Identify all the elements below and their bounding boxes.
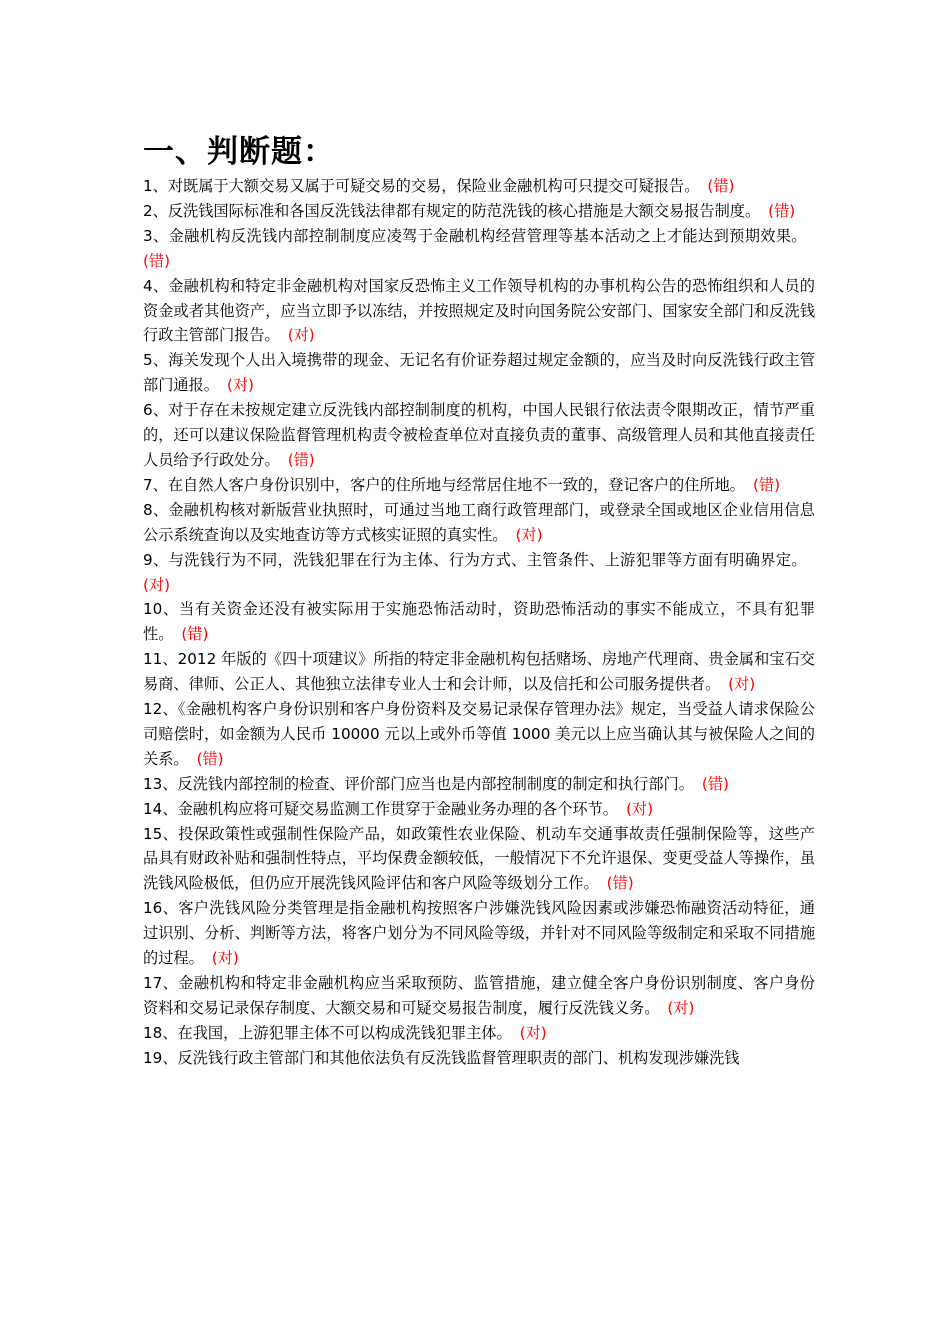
question-item xyxy=(143,647,815,697)
question-text: 6、对于存在未按规定建立反洗钱内部控制制度的机构，中国人民银行依法责令限期改正，情节严重的，还可以建议保险监督管理机构责令被检查单位对直接负责的董事、高级管理人员和其他直接责任人员给予行政处分。 xyxy=(143,401,815,469)
question-item xyxy=(143,274,815,349)
question-item xyxy=(143,1021,815,1046)
question-item xyxy=(143,1046,815,1071)
answer-mark: (对) xyxy=(667,998,695,1017)
question-text: 16、客户洗钱风险分类管理是指金融机构按照客户涉嫌洗钱风险因素或涉嫌恐怖融资活动特征，通过识别、分析、判断等方法，将客户划分为不同风险等级，并针对不同风险等级制定和采取不同措施的过程。 xyxy=(143,899,815,968)
question-text: 12、《金融机构客户身份识别和客户身份资料及交易记录保存管理办法》规定，当受益人请求保险公司赔偿时，如金额为人民币 10000 元以上或外币等值 1000 美元以上应当确认其与被保险人之间的关系。 xyxy=(143,700,815,768)
question-item xyxy=(143,473,815,498)
answer-mark: (对) xyxy=(226,376,254,395)
question-item xyxy=(143,224,815,274)
question-text: 3、金融机构反洗钱内部控制制度应凌驾于金融机构经营管理等基本活动之上才能达到预期效果。 xyxy=(143,226,807,245)
answer-mark: (对) xyxy=(515,525,543,544)
answer-mark: (错) xyxy=(701,774,729,793)
question-text: 9、与洗钱行为不同，洗钱犯罪在行为主体、行为方式、主管条件、上游犯罪等方面有明确界定。 xyxy=(143,550,807,569)
question-item xyxy=(143,199,815,224)
question-text: 7、在自然人客户身份识别中，客户的住所地与经常居住地不一致的，登记客户的住所地。 xyxy=(143,475,745,494)
answer-mark: (错) xyxy=(768,201,796,220)
question-text: 8、金融机构核对新版营业执照时，可通过当地工商行政管理部门，或登录全国或地区企业信用信息公示系统查询以及实地查访等方式核实证照的真实性。 xyxy=(143,500,815,544)
answer-mark: (对) xyxy=(519,1023,547,1042)
question-item xyxy=(143,797,815,822)
question-item xyxy=(143,548,815,598)
answer-mark: (错) xyxy=(287,450,315,469)
answer-mark: (错) xyxy=(181,625,209,644)
question-text: 14、金融机构应将可疑交易监测工作贯穿于金融业务办理的各个环节。 xyxy=(143,799,618,818)
question-item xyxy=(143,597,815,647)
answer-mark: (对) xyxy=(728,675,756,694)
question-text: 17、金融机构和特定非金融机构应当采取预防、监管措施，建立健全客户身份识别制度、客户身份资料和交易记录保存制度、大额交易和可疑交易报告制度，履行反洗钱义务。 xyxy=(143,974,815,1017)
question-text: 19、反洗钱行政主管部门和其他依法负有反洗钱监督管理职责的部门、机构发现涉嫌洗钱 xyxy=(143,1048,740,1067)
question-text: 5、海关发现个人出入境携带的现金、无记名有价证券超过规定金额的，应当及时向反洗钱行政主管部门通报。 xyxy=(143,351,815,395)
answer-mark: (对) xyxy=(287,326,315,345)
answer-mark: (错) xyxy=(707,177,735,195)
question-item xyxy=(143,498,815,548)
question-item xyxy=(143,697,815,772)
question-text: 4、金融机构和特定非金融机构对国家反恐怖主义工作领导机构的办事机构公告的恐怖组织和人员的资金或者其他资产，应当立即予以冻结，并按照规定及时向国务院公安部门、国家安全部门和反洗钱行政主管部门报告。 xyxy=(143,276,815,345)
question-item xyxy=(143,896,815,971)
answer-mark: (错) xyxy=(606,874,634,893)
question-text: 1、对既属于大额交易又属于可疑交易的交易，保险业金融机构可只提交可疑报告。 xyxy=(143,177,700,195)
answer-mark: (对) xyxy=(625,799,653,818)
question-item xyxy=(143,398,815,473)
section-heading: 一、判断题： xyxy=(143,134,335,170)
question-item xyxy=(143,822,815,897)
answer-mark: (对) xyxy=(211,949,239,968)
question-item xyxy=(143,772,815,797)
question-item xyxy=(143,348,815,398)
question-item xyxy=(143,971,815,1021)
answer-mark: (对) xyxy=(143,575,171,594)
question-item xyxy=(143,174,815,199)
question-text: 11、2012 年版的《四十项建议》所指的特定非金融机构包括赌场、房地产代理商、贵金属和宝石交易商、律师、公正人、其他独立法律专业人士和会计师，以及信托和公司服务提供者。 xyxy=(143,650,815,694)
question-text: 18、在我国，上游犯罪主体不可以构成洗钱犯罪主体。 xyxy=(143,1023,512,1042)
question-text: 10、当有关资金还没有被实际用于实施恐怖活动时，资助恐怖活动的事实不能成立，不具有犯罪性。 xyxy=(143,600,815,644)
answer-mark: (错) xyxy=(196,749,224,768)
question-text: 15、投保政策性或强制性保险产品，如政策性农业保险、机动车交通事故责任强制保险等，这些产品具有财政补贴和强制性特点，平均保费金额较低，一般情况下不允许退保、变更受益人等操作，虽洗钱风险极低，但仍应开展洗钱风险评估和客户风险等级划分工作。 xyxy=(143,824,815,893)
document-page xyxy=(143,130,815,1071)
question-text: 2、反洗钱国际标准和各国反洗钱法律都有规定的防范洗钱的核心措施是大额交易报告制度。 xyxy=(143,201,761,220)
question-text: 13、反洗钱内部控制的检查、评价部门应当也是内部控制制度的制定和执行部门。 xyxy=(143,774,694,793)
answer-mark: (错) xyxy=(143,251,171,270)
question-list xyxy=(143,174,815,1071)
answer-mark: (错) xyxy=(752,475,781,494)
